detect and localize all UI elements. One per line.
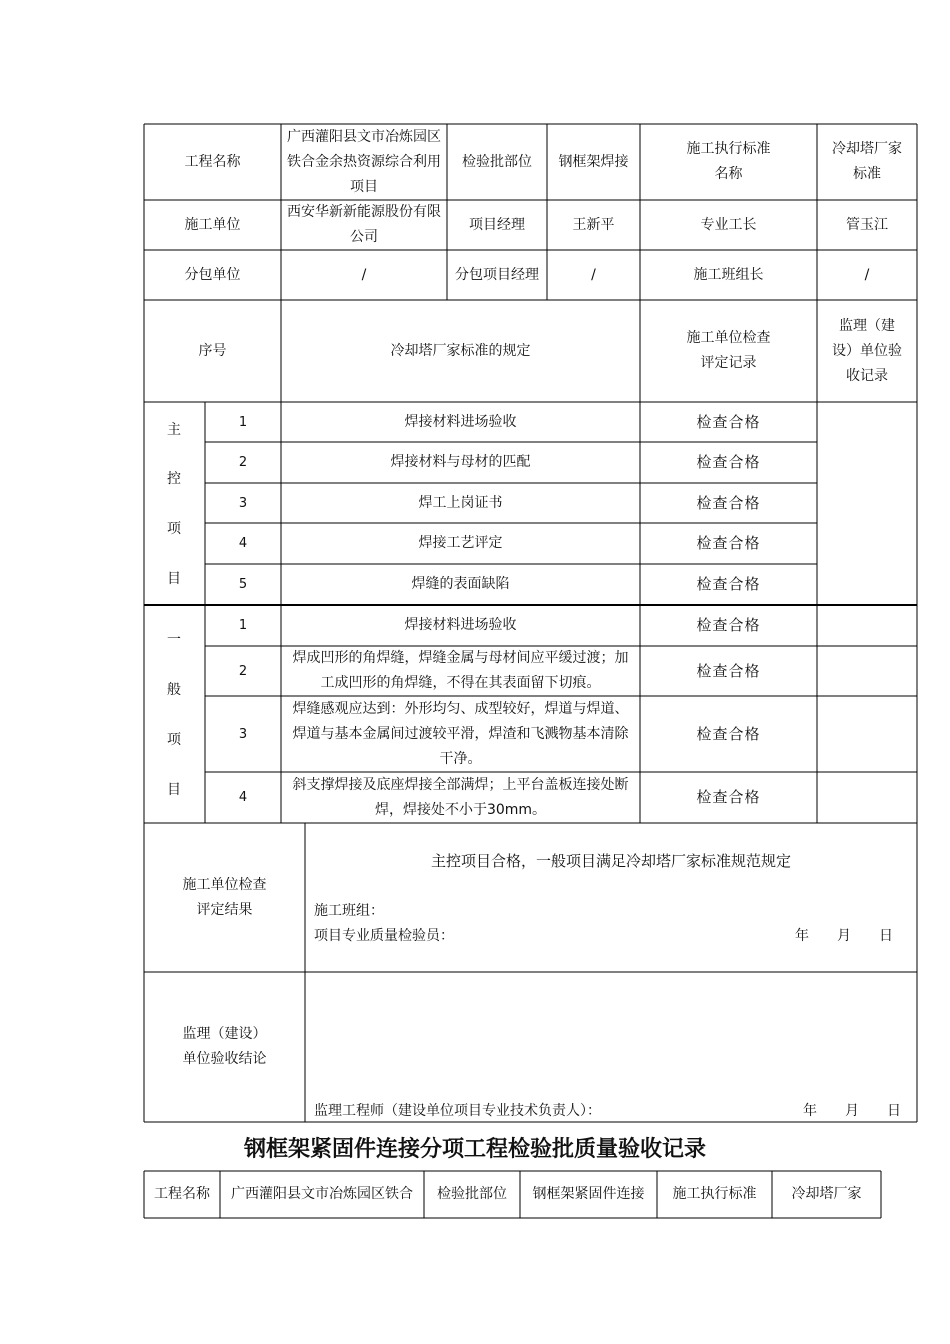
main-group-char: 控: [167, 471, 181, 487]
general-item-text: 焊成凹形的角焊缝，焊缝金属与母材间应平缓过渡；加工成凹形的角焊缝，不得在其表面留下切痕。: [292, 650, 629, 691]
t2-inspection-part-value: 钢框架紧固件连接: [532, 1186, 645, 1202]
t2-standard-value: 冷却塔厂家: [791, 1186, 862, 1202]
general-item-text: 斜支撑焊接及底座焊接全部满焊；上平台盖板连接处断焊，焊接处不小于30mm。: [292, 776, 629, 818]
project-name-value: 广西灌阳县文市冶炼园区铁合金余热资源综合利用项目: [287, 128, 441, 195]
main-item-text: 焊接材料与母材的匹配: [390, 454, 531, 470]
inspection-part-value: 钢框架焊接: [558, 153, 629, 170]
sub-manager-label: 分包项目经理: [455, 266, 539, 283]
standard-value: 冷却塔厂家标准: [832, 141, 902, 182]
main-item-result: 检查合格: [696, 575, 761, 593]
main-item-no: 2: [238, 455, 248, 470]
team-sign-label: 施工班组：: [314, 903, 384, 919]
main-item-no: 1: [238, 414, 248, 430]
main-group-char: 主: [167, 422, 181, 438]
subcontractor-label: 分包单位: [184, 266, 241, 283]
standard-label: 施工执行标准名称: [686, 141, 771, 182]
foreman-label: 专业工长: [700, 216, 757, 233]
engineer-sign-label: 监理工程师（建设单位项目专业技术负责人）：: [314, 1103, 601, 1119]
manager-label: 项目经理: [469, 216, 525, 233]
t2-project-name-value: 广西灌阳县文市冶炼园区铁合: [231, 1186, 413, 1202]
general-item-result: 检查合格: [696, 616, 761, 634]
general-item-result: 检查合格: [696, 661, 761, 680]
rule-header: 冷却塔厂家标准的规定: [390, 342, 531, 359]
general-item-no: 1: [238, 618, 248, 633]
contractor-date: 年 月 日: [795, 928, 893, 944]
inspection-part-label: 检验批部位: [462, 153, 532, 170]
general-item-text: 焊缝感观应达到：外形均匀、成型较好，焊道与焊道、焊道与基本金属间过渡较平滑，焊渣和飞溅物基本清除干净。: [292, 700, 629, 767]
manager-value: 王新平: [572, 216, 615, 233]
main-item-text: 焊工上岗证书: [418, 494, 503, 511]
general-item-no: 3: [238, 726, 248, 742]
main-group-char: 目: [167, 571, 181, 587]
contractor-record-header: 施工单位检查评定记录: [686, 330, 771, 371]
main-item-result: 检查合格: [696, 412, 761, 431]
supervisor-record-header: 监理（建设）单位验收记录: [832, 317, 902, 384]
seq-header: 序号: [198, 342, 227, 359]
supervisor-result-label: 监理（建设）单位验收结论: [182, 1026, 267, 1067]
general-group-char: 项: [167, 732, 181, 748]
main-item-text: 焊接工艺评定: [418, 535, 503, 551]
general-item-text: 焊接材料进场验收: [404, 617, 517, 633]
team-leader-label: 施工班组长: [693, 266, 764, 283]
general-group-char: 般: [167, 682, 181, 698]
general-item-result: 检查合格: [696, 724, 761, 743]
t2-project-name-label: 工程名称: [154, 1186, 210, 1202]
supervisor-date: 年 月 日: [803, 1103, 901, 1119]
contractor-value: 西安华新新能源股份有限公司: [287, 204, 441, 245]
general-item-no: 2: [238, 663, 248, 679]
general-item-no: 4: [238, 790, 248, 805]
main-item-result: 检查合格: [696, 534, 761, 552]
main-group-char: 项: [167, 521, 181, 537]
contractor-result-label: 施工单位检查评定结果: [182, 876, 267, 918]
main-item-no: 4: [238, 536, 248, 551]
general-group-char: 目: [167, 782, 181, 798]
general-group-char: 一: [167, 632, 181, 648]
contractor-conclusion: 主控项目合格，一般项目满足冷却塔厂家标准规范规定: [430, 852, 791, 870]
main-item-no: 3: [238, 495, 248, 511]
sub-manager-value: /: [591, 266, 596, 283]
subcontractor-value: /: [361, 266, 367, 283]
main-item-text: 焊接材料进场验收: [404, 413, 517, 430]
contractor-label: 施工单位: [184, 216, 241, 233]
project-name-label: 工程名称: [184, 153, 241, 170]
team-leader-value: /: [864, 266, 870, 283]
main-item-text: 焊缝的表面缺陷: [411, 576, 510, 592]
main-item-result: 检查合格: [696, 493, 761, 512]
t2-standard-label: 施工执行标准: [672, 1186, 757, 1202]
inspector-sign-label: 项目专业质量检验员：: [314, 928, 454, 944]
section-title: 钢框架紧固件连接分项工程检验批质量验收记录: [243, 1136, 706, 1162]
general-item-result: 检查合格: [696, 788, 761, 806]
main-item-no: 5: [238, 577, 248, 592]
t2-inspection-part-label: 检验批部位: [437, 1186, 507, 1202]
main-item-result: 检查合格: [696, 453, 761, 471]
foreman-value: 管玉江: [846, 216, 888, 233]
